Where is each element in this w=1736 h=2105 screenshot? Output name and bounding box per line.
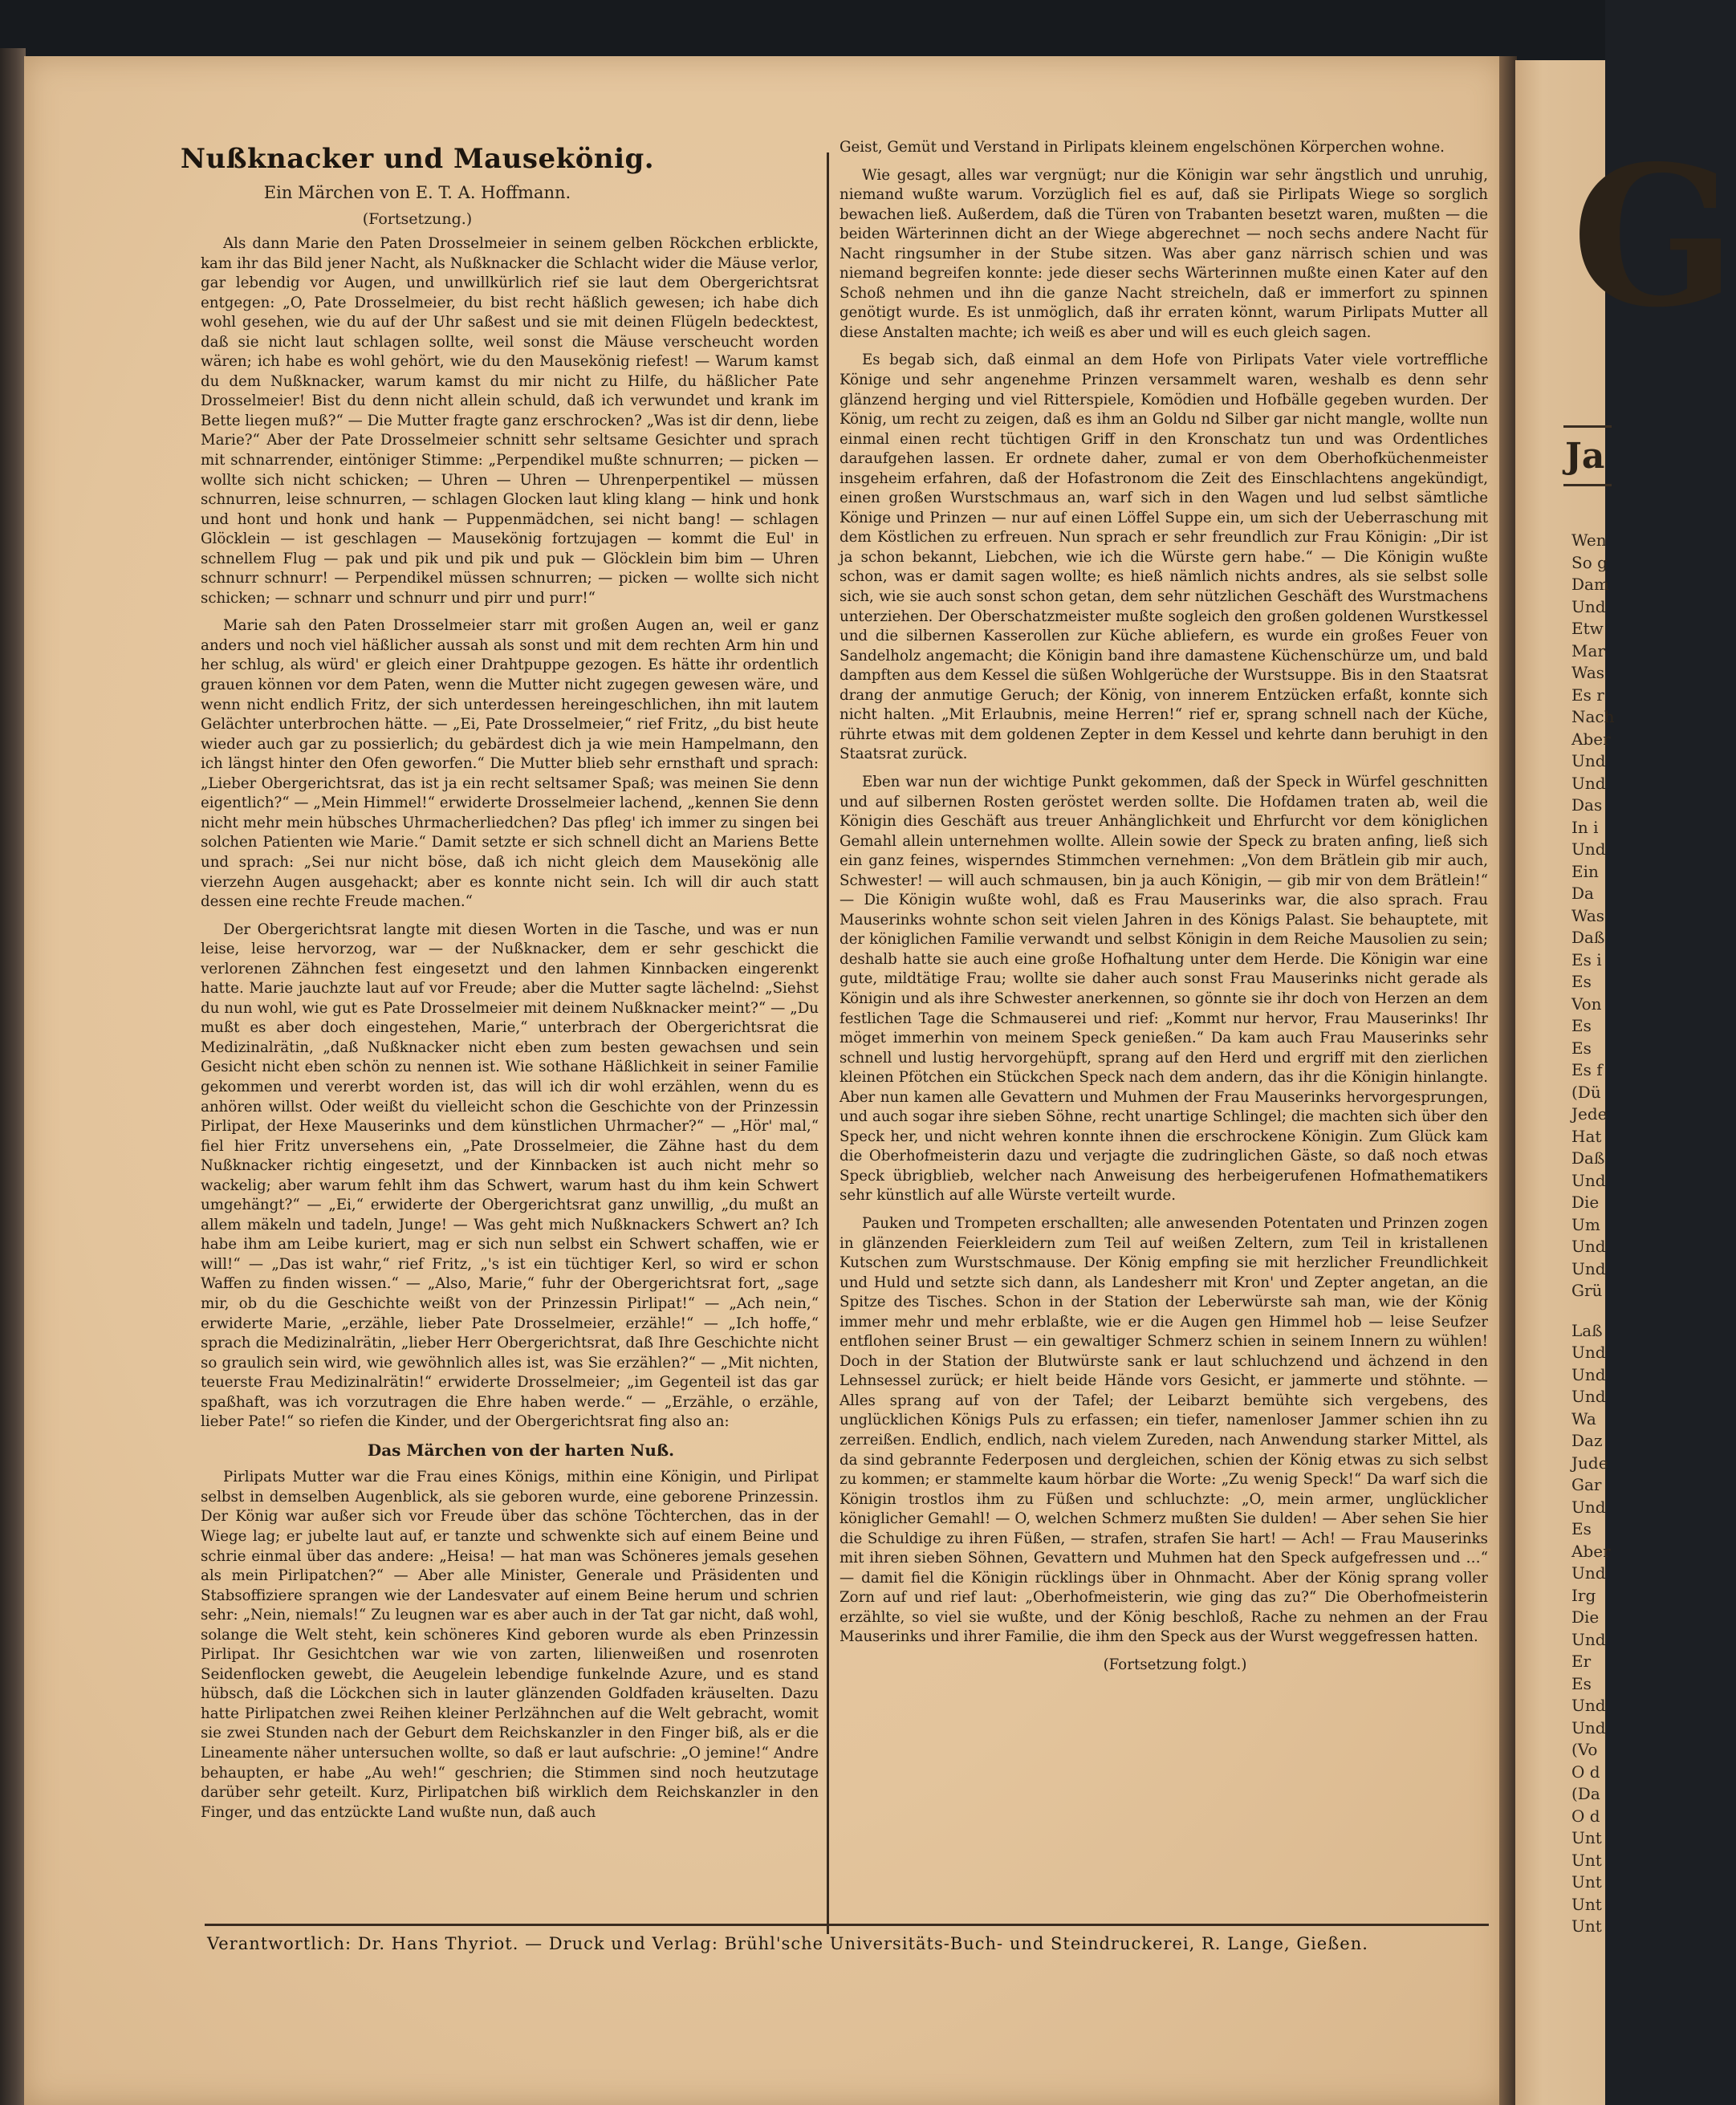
adjacent-page-fragment: Dam [1571, 575, 1609, 594]
adjacent-page-fragment: O d [1571, 1806, 1600, 1826]
adjacent-page-fragment: Es i [1571, 949, 1602, 969]
adjacent-page-fragment: Es f [1571, 1060, 1603, 1079]
adjacent-page-fragment: Da [1571, 884, 1594, 903]
adjacent-page-fragment: Und [1571, 1237, 1606, 1256]
adjacent-page-fragment: Das [1571, 795, 1603, 815]
adjacent-page-fragment: Gar [1571, 1475, 1602, 1494]
adjacent-page-fragment: Und [1571, 1629, 1606, 1649]
adjacent-page-fragment: Es [1571, 1519, 1592, 1538]
adjacent-page-fragment: Und [1571, 1563, 1606, 1583]
adjacent-page-fragment: Die [1571, 1193, 1600, 1212]
adjacent-page-fragment: Und [1571, 1497, 1606, 1517]
adjacent-page-fragment: Und [1571, 1258, 1606, 1278]
adjacent-page-fragment: Aber [1571, 1541, 1611, 1561]
adjacent-page-fragment: Es [1571, 972, 1592, 991]
column-divider [827, 152, 829, 1934]
adjacent-page-fragment: O d [1571, 1762, 1600, 1782]
adjacent-page-fragment: Grü [1571, 1281, 1603, 1300]
adjacent-page-fragment: Unt [1571, 1916, 1602, 1936]
adjacent-page-fragment: Aber [1571, 729, 1611, 749]
adjacent-page-rule [1563, 484, 1612, 486]
adjacent-page-fragment: Unt [1571, 1850, 1602, 1870]
adjacent-page-fragment: Etw [1571, 619, 1604, 638]
adjacent-page-fragment: Daß [1571, 928, 1605, 947]
paragraph: Geist, Gemüt und Verstand in Pirlipats kleinem engelschönen Körperchen wohne. [840, 139, 1445, 156]
footer-rule [205, 1924, 1489, 1926]
paragraph: Pirlipats Mutter war die Frau eines Königs, mithin eine Königin, und Pirlipat selbst in demselben Augenblick, als sie geboren wurde, eine geborene Prinzessin. Der König war außer sich vor Freude über das schöne Töchterchen, das in der Wiege lag; er jubelte laut auf, er tanzte und schwenkte sich auf einem Beine und schrie einmal über das andere: „Heisa! — hat man was Schöneres jemals gesehen als mein Pirlipatchen?“ — Aber alle Minister, Generale und Präsidenten und Stabsoffiziere sprangen wie der Landesvater auf einem Beine herum und schrien sehr: „Nein, niemals!“ Zu leugnen war es aber auch in der Tat gar nicht, daß wohl, solange die Welt steht, kein schöneres Kind geboren wurde als eben Prinzessin Pirlipat. Ihr Gesichtchen war wie von zarten, lilienweißen und rosenroten Seidenflocken gewebt, die Aeugelein lebendige funkelnde Azure, und es stand hübsch, daß die Löckchen sich in lauter glänzenden Goldfaden kräuselten. Dazu hatte Pirlipatchen zwei Reihen kleiner Perlzähnchen auf die Welt gebracht, womit sie zwei Stunden nach der Geburt dem Reichskanzler in den Finger biß, als er die Lineamente näher untersuchen wollte, so daß er laut aufschrie: „O jemine!“ Andre behaupten, er habe „Au weh!“ geschrien; die Stimmen sind noch heutzutage darüber sehr geteilt. Kurz, Pirlipatchen biß wirklich dem Reichskanzler in den Finger, und das entzückte Land wußte nun, daß auch [201, 1469, 819, 1821]
section-subheading: Das Märchen von der harten Nuß. [367, 1440, 675, 1460]
adjacent-page-fragment: Wen [1571, 530, 1607, 550]
adjacent-page-fragment: Es [1571, 1016, 1592, 1035]
adjacent-page-fragment: (Dü [1571, 1082, 1601, 1102]
adjacent-page-fragment: Irg [1571, 1585, 1596, 1605]
adjacent-page-fragment: Mar [1571, 640, 1605, 660]
adjacent-page-fragment: Jede [1571, 1104, 1608, 1124]
adjacent-page-fragment: Unt [1571, 1872, 1602, 1892]
adjacent-page-fragment: Und [1571, 751, 1606, 770]
paragraph: Als dann Marie den Paten Drosselmeier in seinem gelben Röckchen erblickte, kam ihr das Bild jener Nacht, als Nußknacker die Schlacht wider die Mäuse verlor, gar lebendig vor Augen, und unwillkürlich rief sie laut dem Obergerichtsrat entgegen: „O, Pate Drosselmeier, du bist recht häßlich gewesen; ich habe dich wohl gesehen, wie du auf der Uhr saßest und sie mit deinen Flügeln bedecktest, daß sie nicht laut schlagen sollte, weil sonst die Mäuse verscheucht worden wären; ich habe es wohl gehört, wie du den Mausekönig riefest! — Warum kamst du dem Nußknacker, warum kamst du mir nicht zu Hilfe, du häßlicher Pate Drosselmeier! Bist du denn nicht allein schuld, daß ich verwundet und krank im Bette liegen muß?“ — Die Mutter fragte ganz erschrocken? „Was ist dir denn, liebe Marie?“ Aber der Pate Drosselmeier schnitt sehr seltsame Gesichter und sprach mit schnarrender, eintöniger Stimme: „Perpendikel mußte schnurren; — picken — wollte sich nicht schicken; — Uhren — Uhren — Uhrenperpentikel — müssen schnurren, leise schnurren, — schlagen Glocken laut kling klang — hink und honk und hont und honk und hank — Puppenmädchen, sei nicht bang! — schlagen Glöcklein — ist geschlagen — Mausekönig fortzujagen — kommt die Eul' in schnellem Flug — pak und pik und pik und puk — Glöcklein bim bim — Uhren schnurr schnurr! — Perpendikel müssen schnurren; — picken — wollte sich nicht schicken; — schnarr und schnurr und pirr und purr!“ [201, 235, 819, 607]
paragraph: Der Obergerichtsrat langte mit diesen Worten in die Tasche, und was er nun leise, leise hervorzog, war — der Nußknacker, dem er sehr geschickt die verlorenen Zähnchen fest eingesetzt und den lahmen Kinnbacken eingerenkt hatte. Marie jauchzte laut auf vor Freude; aber die Mutter sagte lächelnd: „Siehst du nun wohl, wie gut es Pate Drosselmeier mit deinem Nußknacker meint?“ — „Du mußt es aber doch eingestehen, Marie,“ unterbrach der Obergerichtsrat die Medizinalrätin, „daß Nußknacker nicht eben zum besten gewachsen und sein Gesicht nicht eben schön zu nennen ist. Wie sothane Häßlichkeit in seiner Familie gekommen und vererbt worden ist, das will ich dir wohl erzählen, wenn du es anhören willst. Oder weißt du vielleicht schon die Geschichte von der Prinzessin Pirlipat, der Hexe Mauserinks und dem künstlichen Uhrmacher?“ — „Hör' mal,“ fiel hier Fritz unversehens ein, „Pate Drosselmeier, die Zähne hast du dem Nußknacker richtig eingesetzt, und der Kinnbacken ist auch nicht mehr so wackelig; aber warum fehlt ihm das Schwert, warum hast du ihm kein Schwert umgehängt?“ — „Ei,“ erwiderte der Obergerichtsrat ganz unwillig, „du mußt an allem mäkeln und tadeln, Junge! — Was geht mich Nußknackers Schwert an? Ich habe ihm am Leibe kuriert, mag er sich nun selbst ein Schwert schaffen, wie er will!“ — „Das ist wahr,“ rief Fritz, „'s ist ein tüchtiger Kerl, so wird er schon Waffen zu finden wissen.“ — „Also, Marie,“ fuhr der Obergerichtsrat fort, „sage mir, ob du die Geschichte weißt von der Prinzessin Pirlipat!“ — „Ach nein,“ erwiderte Marie, „erzähle, lieber Pate Drosselmeier, erzähle!“ — „Ich hoffe,“ sprach die Medizinalrätin, „lieber Herr Obergerichtsrat, daß Ihre Geschichte nicht so graulich sein wird, wie gewöhnlich alles ist, was Sie erzählen?“ — „Mit nichten, teuerste Frau Medizinalrätin!“ erwiderte Drosselmeier; „im Gegenteil ist das gar spaßhaft, was ich vorzutragen die Ehre haben werde.“ — „Erzähle, o erzähle, lieber Pate!“ so riefen die Kinder, und der Obergerichtsrat fing also an: [201, 920, 819, 1431]
adjacent-page-fragment: Was [1571, 905, 1605, 925]
paragraph: Marie sah den Paten Drosselmeier starr mit großen Augen an, weil er ganz anders und noch viel häßlicher aussah als sonst und mit dem rechten Arm hin und her schlug, als würd' er gleich einer Drahtpuppe gezogen. Es hätte ihr ordentlich grauen können vor dem Paten, wenn die Mutter nicht zugegen gewesen wäre, und wenn nicht endlich Fritz, der sich unterdessen hereingeschlichen, ihn mit lautem Gelächter unterbrochen hätte. — „Ei, Pate Drosselmeier,“ rief Fritz, „du bist heute wieder auch gar zu possierlich; du gebärdest dich ja wie mein Hampelmann, den ich längst hinter den Ofen geworfen.“ Die Mutter blieb sehr ernsthaft und sprach: „Lieber Obergerichtsrat, das ist ja ein recht seltsamer Spaß; was meinen Sie denn eigentlich?“ — „Mein Himmel!“ erwiderte Drosselmeier lachend, „kennen Sie denn nicht mehr mein hübsches Uhrmacherliedchen? Das pfleg' ich immer zu singen bei solchen Patienten wie Marie.“ Damit setzte er sich schnell dicht an Mariens Bette und sprach: „Sei nur nicht böse, daß ich nicht gleich dem Mausekönig alle vierzehn Augen ausgehackt; aber es konnte nicht sein. Ich will dir auch statt dessen eine rechte Freude machen.“ [201, 617, 819, 911]
paragraph: Eben war nun der wichtige Punkt gekommen, daß der Speck in Würfel geschnitten und auf silbernen Rosten geröstet werden sollte. Die Hofdamen traten ab, weil die Königin dies Geschäft aus treuer Anhänglichkeit und Ehrfurcht vor dem königlichen Gemahl allein unternehmen wollte. Allein sowie der Speck zu braten anfing, ließ sich ein ganz feines, wisperndes Stimmchen vernehmen: „Von dem Brätlein gib mir auch, Schwester! — will auch schmausen, bin ja auch Königin, — gib mir von dem Brätlein!“ — Die Königin wußte wohl, daß es Frau Mauserinks war, die also sprach. Frau Mauserinks wohnte schon seit vielen Jahren in des Königs Palast. Sie behauptete, mit der königlichen Familie verwandt und selbst Königin in dem Reiche Mausolien zu sein; deshalb hatte sie auch eine große Hofhaltung unter dem Herde. Die Königin war eine gute, mildtätige Frau; wollte sie daher auch sonst Frau Mauserinks nicht gerade als Königin und als ihre Schwester anerkennen, so gönnte sie ihr doch von Herzen an dem festlichen Tage die Schmauserei und rief: „Kommt nur hervor, Frau Mauserinks! Ihr möget immerhin von meinem Speck genießen.“ Da kam auch Frau Mauserinks sehr schnell und lustig hervorgehüpft, sprang auf den Herd und ergriff mit den zierlichen kleinen Pfötchen ein Stückchen Speck nach dem andern, das ihr die Königin hinlangte. Aber nun kamen alle Gevattern und Muhmen der Frau Mauserinks hervorgesprungen, und auch sogar ihre sieben Söhne, recht unartige Schlingel; die machten sich über den Speck her, und nicht wehren konnte ihnen die erschrockene Königin. Zum Glück kam die Oberhofmeisterin dazu und verjagte die zudringlichen Gäste, so daß noch etwas Speck übrigblieb, welcher nach Anweisung des herbeigerufenen Hofmathematikers sehr künstlich auf alle Würste verteilt wurde. [840, 773, 1488, 1205]
right-text-column [840, 138, 1488, 1904]
adjacent-page-fragment: Es [1571, 1673, 1592, 1693]
paragraph: Wie gesagt, alles war vergnügt; nur die Königin war sehr ängstlich und unruhig, niemand wußte warum. Vorzüglich fiel es auf, daß sie Pirlipats Wiege so sorglich bewachen ließ. Außerdem, daß die Türen von Trabanten besetzt waren, mußten — die beiden Wärterinnen dicht an der Wiege abgerechnet — noch sechs andere Nacht für Nacht ringsumher in der Stube sitzen. Was aber ganz närrisch schien und was niemand begreifen konnte: jede dieser sechs Wärterinnen mußte einen Kater auf den Schoß nehmen und ihn die ganze Nacht streicheln, daß er immerfort zu spinnen genötigt wurde. Es ist unmöglich, daß ihr erraten könnt, warum Pirlipats Mutter all diese Anstalten machte; ich weiß es aber und will es euch gleich sagen. [840, 166, 1488, 341]
adjacent-page-initial: G [1571, 124, 1736, 350]
adjacent-page-fragment: Und [1571, 1387, 1606, 1406]
adjacent-page-fragment: Wa [1571, 1408, 1596, 1428]
adjacent-page-fragment: Er [1571, 1652, 1592, 1671]
adjacent-page-fragment: Hat [1571, 1126, 1602, 1146]
adjacent-page-fragment: Und [1571, 839, 1606, 859]
adjacent-page-fragment: Es [1571, 1038, 1592, 1058]
adjacent-page-fragment: (Da [1571, 1784, 1600, 1803]
adjacent-page-fragment: Und [1571, 1170, 1606, 1190]
adjacent-page-fragment: Um [1571, 1214, 1600, 1234]
adjacent-page-fragment: Und [1571, 1696, 1606, 1715]
adjacent-page-fragment: Daß [1571, 1148, 1605, 1168]
imprint-footer: Verantwortlich: Dr. Hans Thyriot. — Druck und Verlag: Brühl'sche Universitäts-Buch- und Steindruckerei, R. Lange, Gießen. [207, 1934, 1368, 1953]
adjacent-page-fragment: Es r [1571, 685, 1604, 705]
paragraph: Es begab sich, daß einmal an dem Hofe von Pirlipats Vater viele vortreffliche Könige und sehr angenehme Prinzen versammelt waren, weshalb es denn sehr glänzend herging und viel Ritterspiele, Komödien und Hofbälle gegeben wurden. Der König, um recht zu zeigen, daß es ihm an Goldu nd Silber gar nicht mangle, wollte nun einmal einen recht tüchtigen Griff in den Kronschatz tun und was Ordentliches daraufgehen lassen. Er ordnete daher, zumal er von dem Oberhofküchenmeister insgeheim erfahren, daß der Hofastronom die Zeit des Einschlachtens angekündigt, einen großen Wurstschmaus an, warf sich in den Wagen und lud selbst sämtliche Könige und Prinzen — nur auf einen Löffel Suppe ein, um sich der Ueberraschung mit dem Köstlichen zu erfreuen. Nun sprach er sehr freundlich zur Frau Königin: „Dir ist ja schon bekannt, Liebchen, wie ich die Würste gern habe.“ — Die Königin wußte schon, was er damit sagen wollte; es hieß nämlich nichts andres, als sie selbst solle sich, wie sie auch sonst schon getan, dem sehr nützlichen Geschäft des Wurstmachens unterziehen. Der Oberschatzmeister mußte sogleich den großen goldenen Wurstkessel und die silbernen Kasserollen zur Küche abliefern, es wurde ein großes Feuer von Sandelholz angemacht; die Königin band ihre damastene Küchenschürze um, und bald dampften aus dem Kessel die süßen Wohlgerüche der Wurstsuppe. Bis in den Staatsrat drang der anmutige Geruch; der König, von innerem Entzücken erfaßt, konnte sich nicht halten. „Mit Erlaubnis, meine Herren!“ rief er, sprang schnell nach der Küche, rührte etwas mit dem goldenen Zepter in dem Kessel und kehrte dann beruhigt in den Staatsrat zurück. [840, 352, 1488, 763]
left-text-column [201, 234, 819, 1904]
paragraph: Pauken und Trompeten erschallten; alle anwesenden Potentaten und Prinzen zogen in glänzenden Feierkleidern zum Teil auf weißen Zeltern, zum Teil in kristallenen Kutschen zum Wurstschmause. Der König empfing sie mit herzlicher Freundlichkeit und Huld und setzte sich dann, als Landesherr mit Kron' und Zepter angetan, an die Spitze des Tisches. Schon in der Station der Leberwürste sah man, wie der König immer mehr und mehr erblaßte, wie er die Augen gen Himmel hob — leise Seufzer entflohen seiner Brust — ein gewaltiger Schmerz schien in seinem Innern zu wühlen! Doch in der Station der Blutwürste sank er laut schluchzend und ächzend in den Lehnsessel zurück; er hielt beide Hände vors Gesicht, er jammerte und stöhnte. — Alles sprang auf von der Tafel; der Leibarzt bemühte sich vergebens, des unglücklichen Königs Puls zu erfassen; ein tiefer, namenloser Jammer schien ihn zu zerreißen. Endlich, endlich, nach vielem Zureden, nach Anwendung starker Mittel, als da sind gebrannte Federposen und dergleichen, schien der König etwas zu sich selbst zu kommen; er stammelte kaum hörbar die Worte: „Zu wenig Speck!“ Da warf sich die Königin trostlos ihm zu Füßen und schluchzte: „O, mein armer, unglücklicher königlicher Gemahl! — O, welchen Schmerz mußten Sie dulden! — Aber sehen Sie hier die Schuldige zu ihren Füßen, — strafen, strafen Sie hart! — Ach! — Frau Mauserinks mit ihren sieben Söhnen, Gevattern und Muhmen hat den Speck aufgefressen und …“ — damit fiel die Königin rücklings über in Ohnmacht. Aber der König sprang voller Zorn auf und rief laut: „Oberhofmeisterin, wie ging das zu?“ Die Oberhofmeisterin erzählte, so viel sie wußte, und der König beschloß, Rache zu nehmen an der Frau Mauserinks und ihrer Familie, die ihm den Speck aus der Wurst weggefressen hatten. [840, 1214, 1488, 1646]
adjacent-page-fragment: Und [1571, 1343, 1606, 1362]
adjacent-page-fragment: Ein [1571, 861, 1599, 881]
article-title: Nußknacker und Mausekönig. [180, 143, 655, 175]
adjacent-page-fragment: Laß [1571, 1320, 1603, 1340]
adjacent-page-fragment: Und [1571, 596, 1606, 616]
scan-background-top [0, 0, 1605, 60]
adjacent-page-heading: Ja [1565, 436, 1605, 477]
adjacent-page-rule [1563, 425, 1612, 428]
page-gutter [1499, 56, 1517, 2105]
to-be-continued: (Fortsetzung folgt.) [1103, 1656, 1247, 1674]
adjacent-page-fragment: Die [1571, 1607, 1600, 1627]
adjacent-page-fragment: Was [1571, 663, 1605, 682]
adjacent-page-fragment: Von [1571, 994, 1602, 1014]
adjacent-page-fragment: Und [1571, 1717, 1606, 1737]
book-binding [0, 48, 26, 2105]
adjacent-page-fragment: (Vo [1571, 1740, 1598, 1759]
adjacent-page-fragment: Daz [1571, 1431, 1603, 1450]
adjacent-page-fragment: Nach [1571, 707, 1615, 726]
adjacent-page-fragment: Jude [1571, 1453, 1608, 1473]
adjacent-page-fragment: Unt [1571, 1828, 1602, 1847]
adjacent-page-fragment: Unt [1571, 1894, 1602, 1914]
adjacent-page-fragment: Und [1571, 773, 1606, 793]
adjacent-page-fragment: In i [1571, 817, 1599, 837]
adjacent-page-fragment: So g [1571, 552, 1608, 572]
article-byline: Ein Märchen von E. T. A. Hoffmann. [263, 183, 571, 202]
continuation-note: (Fortsetzung.) [362, 210, 473, 228]
adjacent-page-edge [1515, 60, 1736, 2105]
adjacent-page-fragment: Und [1571, 1364, 1606, 1384]
